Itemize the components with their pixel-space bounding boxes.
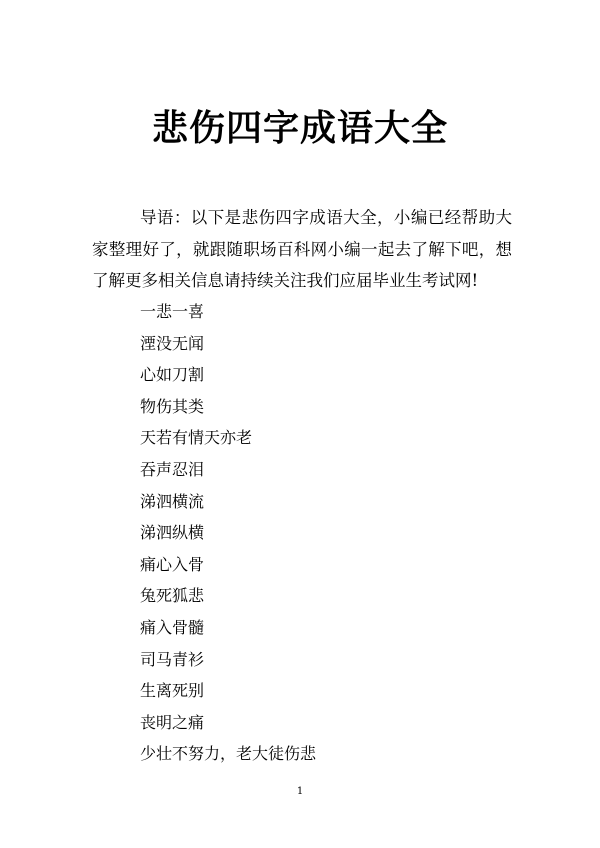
list-item: 湮没无闻 — [140, 333, 205, 353]
list-item: 痛心入骨 — [140, 554, 205, 574]
list-item: 兔死狐悲 — [140, 586, 205, 606]
list-item: 物伤其类 — [140, 396, 205, 416]
document-title: 悲伤四字成语大全 — [151, 107, 448, 149]
list-item: 痛入骨髓 — [140, 617, 205, 637]
list-item: 少壮不努力，老大徒伤悲 — [140, 744, 317, 764]
page-number: 1 — [296, 786, 304, 797]
idiom-list — [140, 296, 316, 770]
list-item: 司马青衫 — [140, 649, 205, 669]
list-item: 涕泗纵横 — [140, 523, 205, 543]
list-item: 吞声忍泪 — [140, 459, 205, 479]
list-item: 心如刀割 — [140, 365, 205, 385]
list-item: 一悲一喜 — [140, 302, 205, 321]
list-item: 丧明之痛 — [140, 712, 205, 732]
list-item: 生离死别 — [140, 681, 205, 701]
intro-paragraph: 导语：以下是悲伤四字成语大全，小编已经帮助大家整理好了，就跟随职场百科网小编一起去了解下吧，想了解更多相关信息请持续关注我们应届毕业生考试网! — [92, 208, 512, 290]
list-item: 天若有情天亦老 — [140, 428, 253, 448]
list-item: 涕泗横流 — [140, 491, 205, 511]
